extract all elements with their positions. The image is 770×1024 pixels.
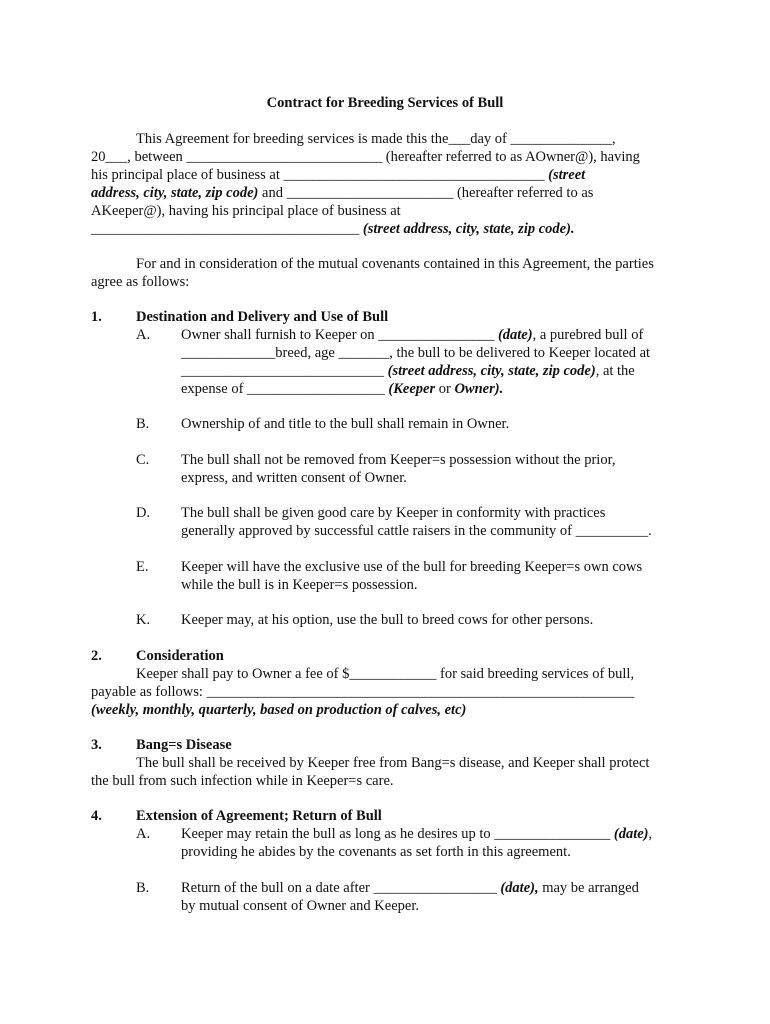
s4-item-a-line-2: providing he abides by the covenants as set forth in this agreement. bbox=[181, 844, 571, 860]
intro-line-6-text: _____________________________________ bbox=[91, 221, 363, 237]
item-d-line-2: generally approved by successful cattle raisers in the community of __________. bbox=[181, 523, 652, 539]
intro-line-6 bbox=[91, 220, 691, 238]
intro-line-3 bbox=[91, 166, 691, 184]
consideration-intro-line-1: For and in consideration of the mutual covenants contained in this Agreement, the parties bbox=[136, 256, 654, 272]
item-letter: K. bbox=[136, 612, 151, 628]
section-3-line-1: The bull shall be received by Keeper free from Bang=s disease, and Keeper shall protect bbox=[136, 755, 650, 771]
item-a-line-4 bbox=[181, 380, 650, 398]
section-2-line-2: payable as follows: ___________________________________________________________ bbox=[91, 684, 635, 700]
intro-line-1: This Agreement for breeding services is made this the___day of ______________, bbox=[136, 131, 616, 147]
item-a-line-3-text: ____________________________ bbox=[181, 363, 388, 379]
item-a-line-4-keeper: (Keeper bbox=[388, 381, 436, 397]
intro-line-2: 20___, between ___________________________ (hereafter referred to as AOwner@), having bbox=[91, 149, 640, 165]
item-text bbox=[181, 504, 652, 540]
section-2-number: 2. bbox=[91, 648, 102, 664]
consideration-intro-line-2: agree as follows: bbox=[91, 274, 190, 290]
item-e-line-1: Keeper will have the exclusive use of the bull for breeding Keeper=s own cows bbox=[181, 559, 643, 575]
item-a-line-3 bbox=[181, 362, 650, 380]
item-a-line-4-owner: Owner). bbox=[454, 381, 504, 397]
intro-line-4-text: and _______________________ (hereafter referred to as bbox=[258, 185, 594, 201]
item-text bbox=[181, 415, 509, 433]
item-c-line-1: The bull shall not be removed from Keeper=s possession without the prior, bbox=[181, 452, 616, 468]
intro-line-5: AKeeper@), having his principal place of business at bbox=[91, 203, 401, 219]
document-title: Contract for Breeding Services of Bull bbox=[266, 95, 504, 111]
item-a-line-2: _____________breed, age _______, the bull to be delivered to Keeper located at bbox=[181, 345, 651, 361]
intro-line-4 bbox=[91, 184, 691, 202]
intro-line-3-text: his principal place of business at ____________________________________ bbox=[91, 167, 549, 183]
item-text bbox=[181, 879, 639, 915]
item-a-line-1 bbox=[181, 326, 650, 344]
section-1-heading: Destination and Delivery and Use of Bull bbox=[136, 309, 389, 325]
intro-line-3-italic: (street bbox=[548, 167, 586, 183]
section-4-heading: Extension of Agreement; Return of Bull bbox=[136, 808, 382, 824]
item-letter: A. bbox=[136, 826, 151, 842]
item-letter: B. bbox=[136, 880, 150, 896]
s4-item-a-line-1-italic: (date) bbox=[613, 826, 649, 842]
section-3-heading: Bang=s Disease bbox=[136, 737, 232, 753]
s4-item-b-line-2: by mutual consent of Owner and Keeper. bbox=[181, 898, 419, 914]
item-text bbox=[181, 611, 593, 629]
s4-item-b-line-1 bbox=[181, 879, 639, 897]
s4-item-a-line-1 bbox=[181, 825, 652, 843]
s4-item-b-line-1-text: Return of the bull on a date after _________________ bbox=[181, 880, 501, 896]
item-a-line-3-italic: (street address, city, state, zip code) bbox=[387, 363, 596, 379]
item-e-line-2: while the bull is in Keeper=s possession. bbox=[181, 577, 418, 593]
item-d-line-1: The bull shall be given good care by Keeper in conformity with practices bbox=[181, 505, 606, 521]
section-3-line-2: the bull from such infection while in Keeper=s care. bbox=[91, 773, 394, 789]
section-3-number: 3. bbox=[91, 737, 102, 753]
intro-line-6-italic: (street address, city, state, zip code). bbox=[362, 221, 575, 237]
s4-item-b-line-1-tail: may be arranged bbox=[538, 880, 639, 896]
item-text bbox=[181, 451, 615, 487]
section-2-line-1: Keeper shall pay to Owner a fee of $____________ for said breeding services of bull, bbox=[136, 666, 635, 682]
item-a-line-3-tail: , at the bbox=[595, 363, 635, 379]
item-letter: E. bbox=[136, 559, 149, 575]
item-text bbox=[181, 558, 642, 594]
section-4-number: 4. bbox=[91, 808, 102, 824]
consideration-intro-paragraph bbox=[91, 255, 691, 291]
s4-item-a-line-1-tail: , bbox=[648, 826, 653, 842]
item-letter: A. bbox=[136, 327, 151, 343]
item-k-line-1: Keeper may, at his option, use the bull to breed cows for other persons. bbox=[181, 612, 594, 628]
section-2-line-3: (weekly, monthly, quarterly, based on production of calves, etc) bbox=[91, 702, 467, 718]
s4-item-a-line-1-text: Keeper may retain the bull as long as he desires up to ________________ bbox=[181, 826, 614, 842]
item-b-line-1: Ownership of and title to the bull shall remain in Owner. bbox=[181, 416, 510, 432]
item-a-line-4-or: or bbox=[435, 381, 455, 397]
intro-paragraph bbox=[91, 130, 691, 238]
section-1-number: 1. bbox=[91, 309, 102, 325]
item-text bbox=[181, 326, 650, 398]
item-letter: C. bbox=[136, 452, 150, 468]
item-a-line-1-text: Owner shall furnish to Keeper on ________________ bbox=[181, 327, 498, 343]
s4-item-b-line-1-italic: (date), bbox=[500, 880, 539, 896]
intro-line-4-italic: address, city, state, zip code) bbox=[91, 185, 259, 201]
item-c-line-2: express, and written consent of Owner. bbox=[181, 470, 407, 486]
item-text bbox=[181, 825, 652, 861]
item-letter: B. bbox=[136, 416, 150, 432]
item-letter: D. bbox=[136, 505, 151, 521]
item-a-line-1-tail: , a purebred bull of bbox=[532, 327, 644, 343]
section-2-heading: Consideration bbox=[136, 648, 224, 664]
item-a-line-4-text: expense of ___________________ bbox=[181, 381, 389, 397]
item-a-line-1-italic: (date) bbox=[497, 327, 533, 343]
